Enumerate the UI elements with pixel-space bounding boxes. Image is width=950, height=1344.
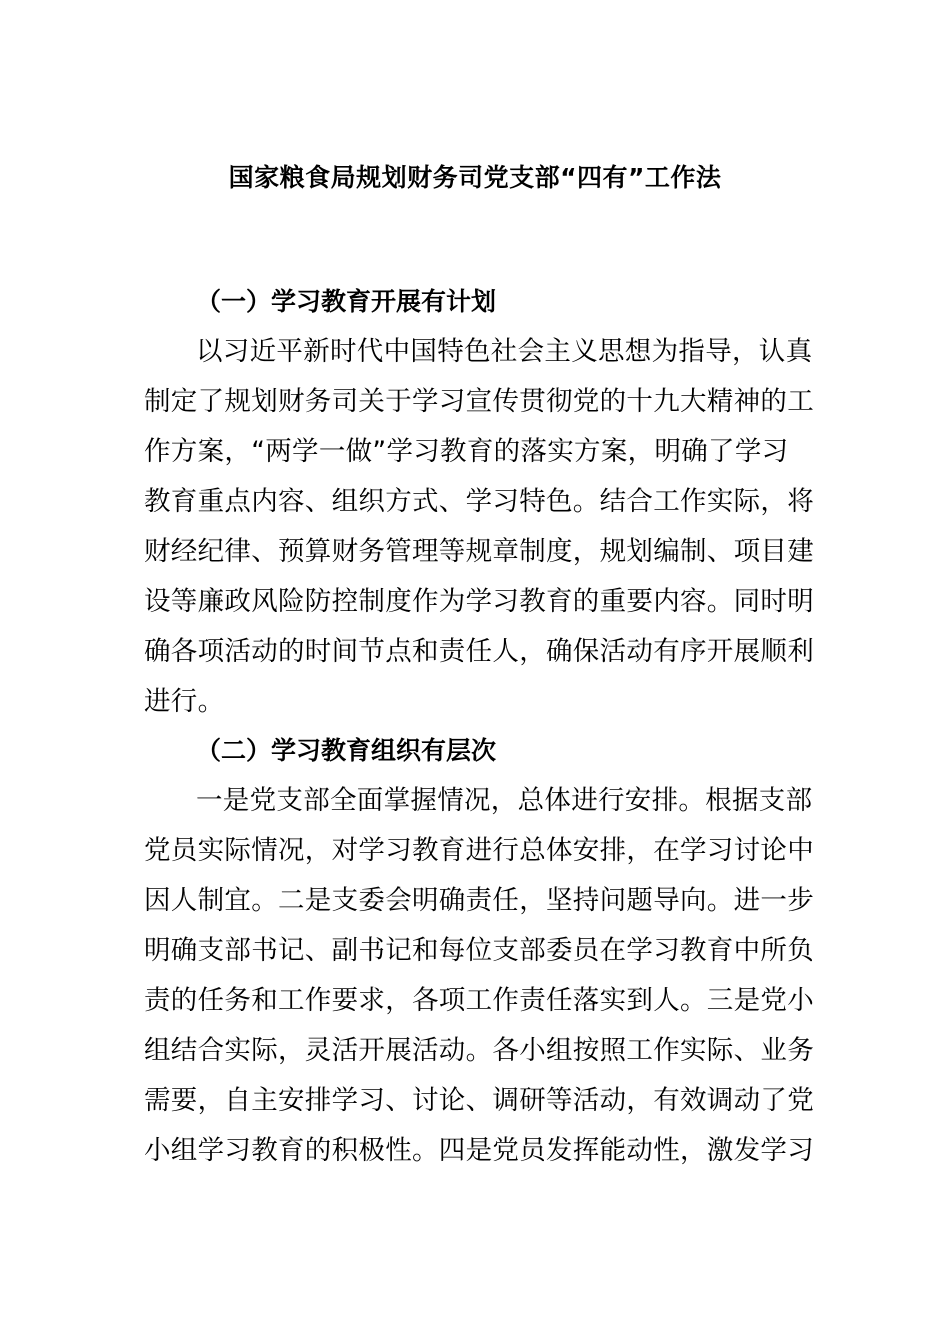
paragraph-line: 进行。 [144,686,225,717]
paragraph-line: 一是党支部全面掌握情况，总体进行安排。根据支部 [196,785,813,816]
section-heading-2: （二）学习教育组织有层次 [196,736,497,765]
paragraph-line: 小组学习教育的积极性。四是党员发挥能动性，激发学习 [144,1135,814,1166]
paragraph-line: 明确支部书记、副书记和每位支部委员在学习教育中所负 [144,935,814,966]
paragraph-line: 责的任务和工作要求，各项工作责任落实到人。三是党小 [144,985,814,1016]
paragraph-line: 党员实际情况，对学习教育进行总体安排，在学习讨论中 [144,835,814,866]
paragraph-line: 制定了规划财务司关于学习宣传贯彻党的十九大精神的工 [144,386,814,417]
paragraph-line: 设等廉政风险防控制度作为学习教育的重要内容。同时明 [144,586,814,617]
paragraph-line: 财经纪律、预算财务管理等规章制度，规划编制、项目建 [144,536,814,567]
paragraph-line: 组结合实际，灵活开展活动。各小组按照工作实际、业务 [144,1035,814,1066]
section-heading-1: （一）学习教育开展有计划 [196,287,497,316]
paragraph-line: 作方案，“两学一做”学习教育的落实方案，明确了学习 [144,436,789,467]
paragraph-line: 因人制宜。二是支委会明确责任，坚持问题导向。进一步 [144,885,814,916]
paragraph-line: 确各项活动的时间节点和责任人，确保活动有序开展顺利 [144,636,814,667]
document-title: 国家粮食局规划财务司党支部“四有”工作法 [228,163,722,192]
paragraph-line: 以习近平新时代中国特色社会主义思想为指导，认真 [196,336,813,367]
paragraph-line: 需要，自主安排学习、讨论、调研等活动，有效调动了党 [144,1085,814,1116]
paragraph-line: 教育重点内容、组织方式、学习特色。结合工作实际，将 [144,486,814,517]
